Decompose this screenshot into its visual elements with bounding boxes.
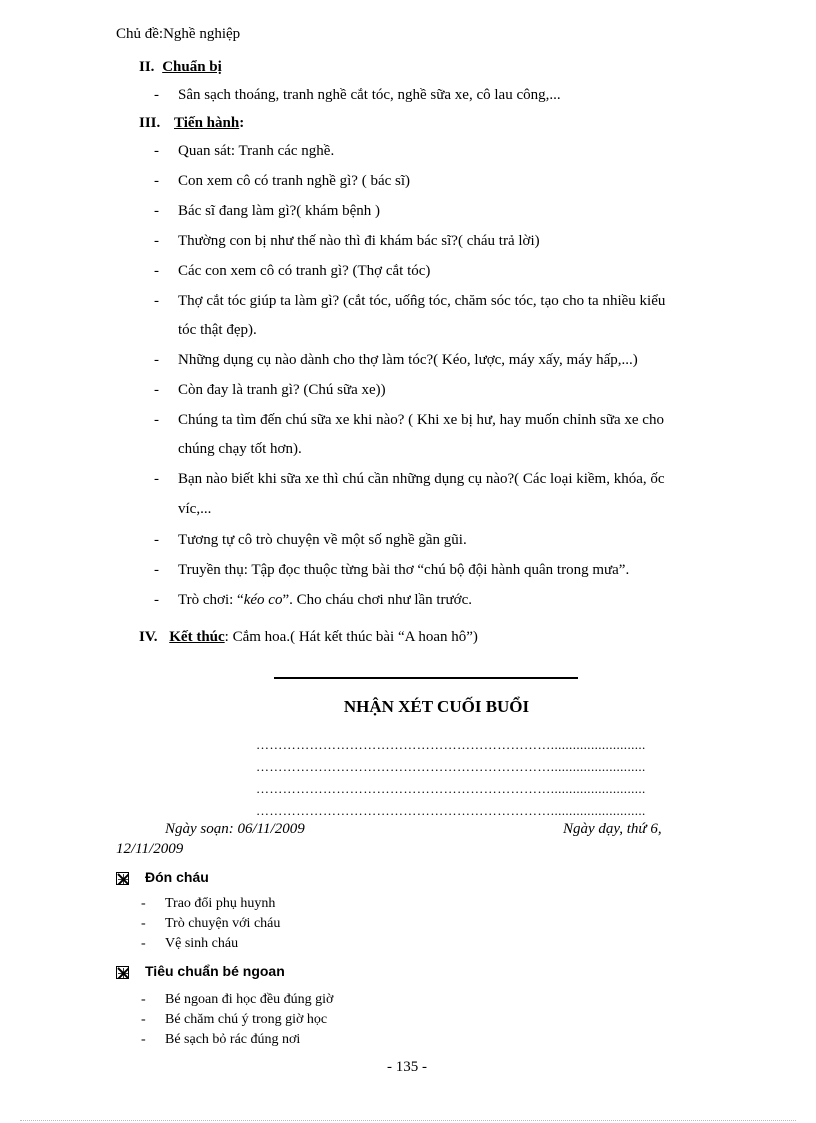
good-child-title: Tiêu chuẩn bé ngoan [145, 963, 285, 979]
list-item: Bác sĩ đang làm gì?( khám bệnh ) [178, 203, 381, 219]
section-3-colon: : [239, 115, 245, 131]
bullet-dash: - [154, 562, 159, 578]
game-suffix: ”. Cho cháu chơi như lần trước. [282, 592, 473, 608]
list-item: Trò chuyện với cháu [165, 916, 281, 931]
game-name: kéo co [243, 592, 283, 608]
bullet-dash: - [154, 352, 159, 368]
list-item: Những dụng cụ nào dành cho thợ làm tóc?( Kéo, lược, máy xấy, máy hấp,...) [178, 352, 638, 368]
reception-title: Đón cháu [145, 869, 209, 885]
dotted-line: ………………………………………………………….......................... [256, 737, 646, 752]
bullet-dash: - [154, 293, 159, 309]
dotted-line: ………………………………………………………….......................... [256, 803, 646, 818]
list-item-continuation: tóc thật đẹp). [178, 322, 257, 338]
section-3-heading [139, 115, 244, 132]
bullet-dash: - [154, 143, 159, 159]
list-item: Thường con bị như thế nào thì đi khám bác sĩ?( cháu trả lời) [178, 233, 540, 249]
bullet-dash: - [141, 1032, 146, 1047]
list-item: Bé chăm chú ý trong giờ học [165, 1012, 328, 1027]
list-item: Truyền thụ: Tập đọc thuộc từng bài thơ “chú bộ đội hành quân trong mưa”. [178, 562, 630, 578]
section-4-text: : Cắm hoa.( Hát kết thúc bài “A hoan hô”) [224, 629, 478, 645]
list-item: Bé sạch bỏ rác đúng nơi [165, 1032, 301, 1047]
bullet-dash: - [154, 382, 159, 398]
review-heading: NHẬN XÉT CUỐI BUỔI [343, 697, 530, 716]
bullet-dash: - [154, 263, 159, 279]
topic-line: Chủ đề:Nghề nghiệp [116, 26, 241, 42]
section-2-item: Sân sạch thoáng, tranh nghề cắt tóc, nghề sữa xe, cô lau công,... [178, 87, 561, 103]
section-4-title: Kết thúc [169, 629, 225, 645]
list-item: Trao đổi phụ huynh [165, 896, 276, 911]
x-square-icon [116, 872, 129, 885]
list-item: Các con xem cô có tranh gì? (Thợ cắt tóc) [178, 263, 431, 279]
list-item: Tương tự cô trò chuyện về một số nghề gần gũi. [178, 532, 467, 548]
footer-border [20, 1120, 796, 1121]
section-2-heading [139, 59, 222, 76]
section-4-number: IV. [139, 629, 158, 645]
list-item [178, 592, 472, 609]
bullet-dash: - [141, 916, 146, 931]
prepared-date: Ngày soạn: 06/11/2009 [165, 821, 305, 837]
section-4-heading [139, 629, 478, 646]
game-prefix: Trò chơi: “ [178, 592, 244, 608]
dotted-line: ………………………………………………………….......................... [256, 781, 646, 796]
bullet-dash: - [141, 992, 146, 1007]
list-item: Thợ cắt tóc giúp ta làm gì? (cắt tóc, uốn̂g tóc, chăm sóc tóc, tạo cho ta nhiều kiểu [178, 293, 666, 309]
list-item-continuation: víc,... [178, 501, 212, 517]
divider-line [274, 677, 578, 679]
bullet-dash: - [154, 173, 159, 189]
taught-date-continued: 12/11/2009 [116, 841, 184, 857]
list-item-continuation: chúng chạy tốt hơn). [178, 441, 302, 457]
section-3-title: Tiến hành [174, 115, 240, 131]
list-item: Con xem cô có tranh nghề gì? ( bác sĩ) [178, 173, 411, 189]
list-item: Bạn nào biết khi sữa xe thì chú cần những dụng cụ nào?( Các loại kiềm, khóa, ốc [178, 471, 665, 487]
bullet-dash: - [154, 203, 159, 219]
dotted-line: ………………………………………………………….......................... [256, 759, 646, 774]
section-2-title: Chuẩn bị [162, 59, 222, 75]
bullet-dash: - [154, 87, 159, 103]
list-item: Chúng ta tìm đến chú sữa xe khi nào? ( Khi xe bị hư, hay muốn chỉnh sữa xe cho [178, 412, 664, 428]
page-number: - 135 - [387, 1059, 427, 1075]
x-square-icon [116, 966, 129, 979]
bullet-dash: - [154, 532, 159, 548]
section-2-number: II. [139, 59, 155, 75]
bullet-dash: - [141, 1012, 146, 1027]
bullet-dash: - [141, 936, 146, 951]
list-item: Bé ngoan đi học đều đúng giờ [165, 992, 334, 1007]
section-3-number: III. [139, 115, 161, 131]
bullet-dash: - [141, 896, 146, 911]
list-item: Vệ sinh cháu [165, 936, 239, 951]
bullet-dash: - [154, 592, 159, 608]
bullet-dash: - [154, 233, 159, 249]
list-item: Quan sát: Tranh các nghề. [178, 143, 335, 159]
bullet-dash: - [154, 412, 159, 428]
list-item: Còn đay là tranh gì? (Chú sữa xe)) [178, 382, 386, 398]
taught-date: Ngày dạy, thứ 6, [563, 821, 662, 837]
bullet-dash: - [154, 471, 159, 487]
